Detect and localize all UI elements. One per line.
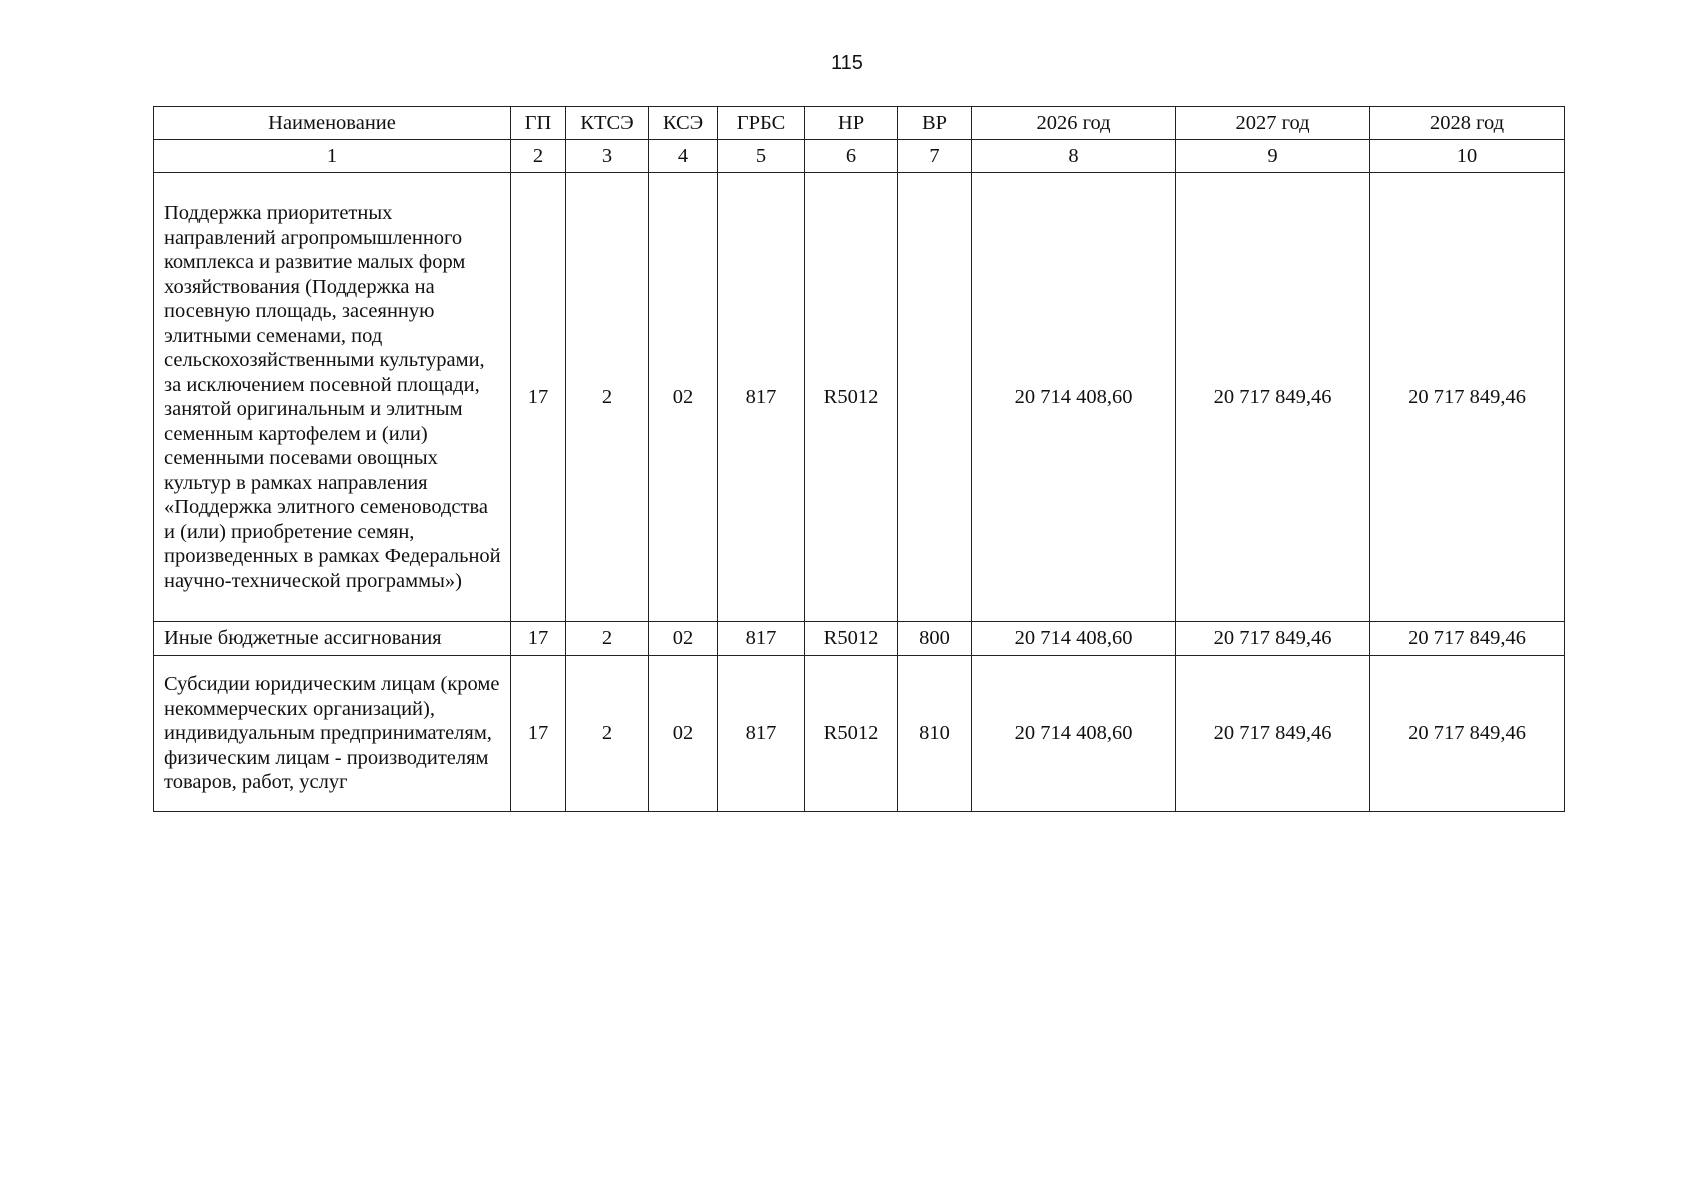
cell-gp: 17 bbox=[511, 173, 566, 622]
column-number: 3 bbox=[566, 140, 649, 173]
column-number: 9 bbox=[1176, 140, 1370, 173]
table-body bbox=[154, 173, 1565, 812]
cell-grbs: 817 bbox=[718, 656, 805, 812]
cell-ktse: 2 bbox=[566, 622, 649, 656]
cell-ktse: 2 bbox=[566, 173, 649, 622]
cell-vr bbox=[898, 173, 972, 622]
row-name: Субсидии юридическим лицам (кроме некоммерческих организаций), индивидуальным предпринимателям, физическим лицам - производителям товаров, работ, услуг bbox=[154, 656, 511, 812]
cell-2028: 20 717 849,46 bbox=[1370, 622, 1565, 656]
cell-vr: 810 bbox=[898, 656, 972, 812]
cell-grbs: 817 bbox=[718, 622, 805, 656]
cell-2027: 20 717 849,46 bbox=[1176, 173, 1370, 622]
cell-kse: 02 bbox=[649, 656, 718, 812]
budget-table bbox=[153, 106, 1565, 812]
column-number: 8 bbox=[972, 140, 1176, 173]
header-cell-vr: ВР bbox=[898, 107, 972, 140]
cell-nr: R5012 bbox=[805, 622, 898, 656]
cell-gp: 17 bbox=[511, 656, 566, 812]
page-number: 115 bbox=[831, 52, 863, 74]
cell-vr: 800 bbox=[898, 622, 972, 656]
cell-kse: 02 bbox=[649, 622, 718, 656]
cell-kse: 02 bbox=[649, 173, 718, 622]
header-cell-name: Наименование bbox=[154, 107, 511, 140]
header-cell-2026: 2026 год bbox=[972, 107, 1176, 140]
cell-nr: R5012 bbox=[805, 173, 898, 622]
cell-ktse: 2 bbox=[566, 656, 649, 812]
column-number: 1 bbox=[154, 140, 511, 173]
column-number: 7 bbox=[898, 140, 972, 173]
header-cell-2027: 2027 год bbox=[1176, 107, 1370, 140]
header-cell-2028: 2028 год bbox=[1370, 107, 1565, 140]
header-row bbox=[154, 107, 1565, 140]
header-cell-kse: КСЭ bbox=[649, 107, 718, 140]
row-name: Иные бюджетные ассигнования bbox=[154, 622, 511, 656]
header-cell-nr: НР bbox=[805, 107, 898, 140]
cell-2026: 20 714 408,60 bbox=[972, 622, 1176, 656]
cell-2028: 20 717 849,46 bbox=[1370, 656, 1565, 812]
cell-grbs: 817 bbox=[718, 173, 805, 622]
cell-2028: 20 717 849,46 bbox=[1370, 173, 1565, 622]
table-row bbox=[154, 656, 1565, 812]
table-header bbox=[154, 107, 1565, 173]
cell-2027: 20 717 849,46 bbox=[1176, 622, 1370, 656]
column-number: 6 bbox=[805, 140, 898, 173]
column-number: 10 bbox=[1370, 140, 1565, 173]
cell-gp: 17 bbox=[511, 622, 566, 656]
cell-2026: 20 714 408,60 bbox=[972, 173, 1176, 622]
cell-nr: R5012 bbox=[805, 656, 898, 812]
row-name: Поддержка приоритетных направлений агропромышленного комплекса и развитие малых форм хозяйствования (Поддержка на посевную площадь, засеянную элитными семенами, под сельскохозяйственными культурами, за исключением посевной площади, занятой оригинальным и элитным семенным картофелем и (или) семенными посевами овощных культур в рамках направления «Поддержка элитного семеноводства и (или) приобретение семян, произведенных в рамках Федеральной научно-технической программы») bbox=[154, 173, 511, 622]
table-row bbox=[154, 622, 1565, 656]
cell-2027: 20 717 849,46 bbox=[1176, 656, 1370, 812]
header-cell-grbs: ГРБС bbox=[718, 107, 805, 140]
column-number: 2 bbox=[511, 140, 566, 173]
cell-2026: 20 714 408,60 bbox=[972, 656, 1176, 812]
column-number: 5 bbox=[718, 140, 805, 173]
column-number-row bbox=[154, 140, 1565, 173]
column-number: 4 bbox=[649, 140, 718, 173]
header-cell-gp: ГП bbox=[511, 107, 566, 140]
header-cell-ktse: КТСЭ bbox=[566, 107, 649, 140]
table-row bbox=[154, 173, 1565, 622]
